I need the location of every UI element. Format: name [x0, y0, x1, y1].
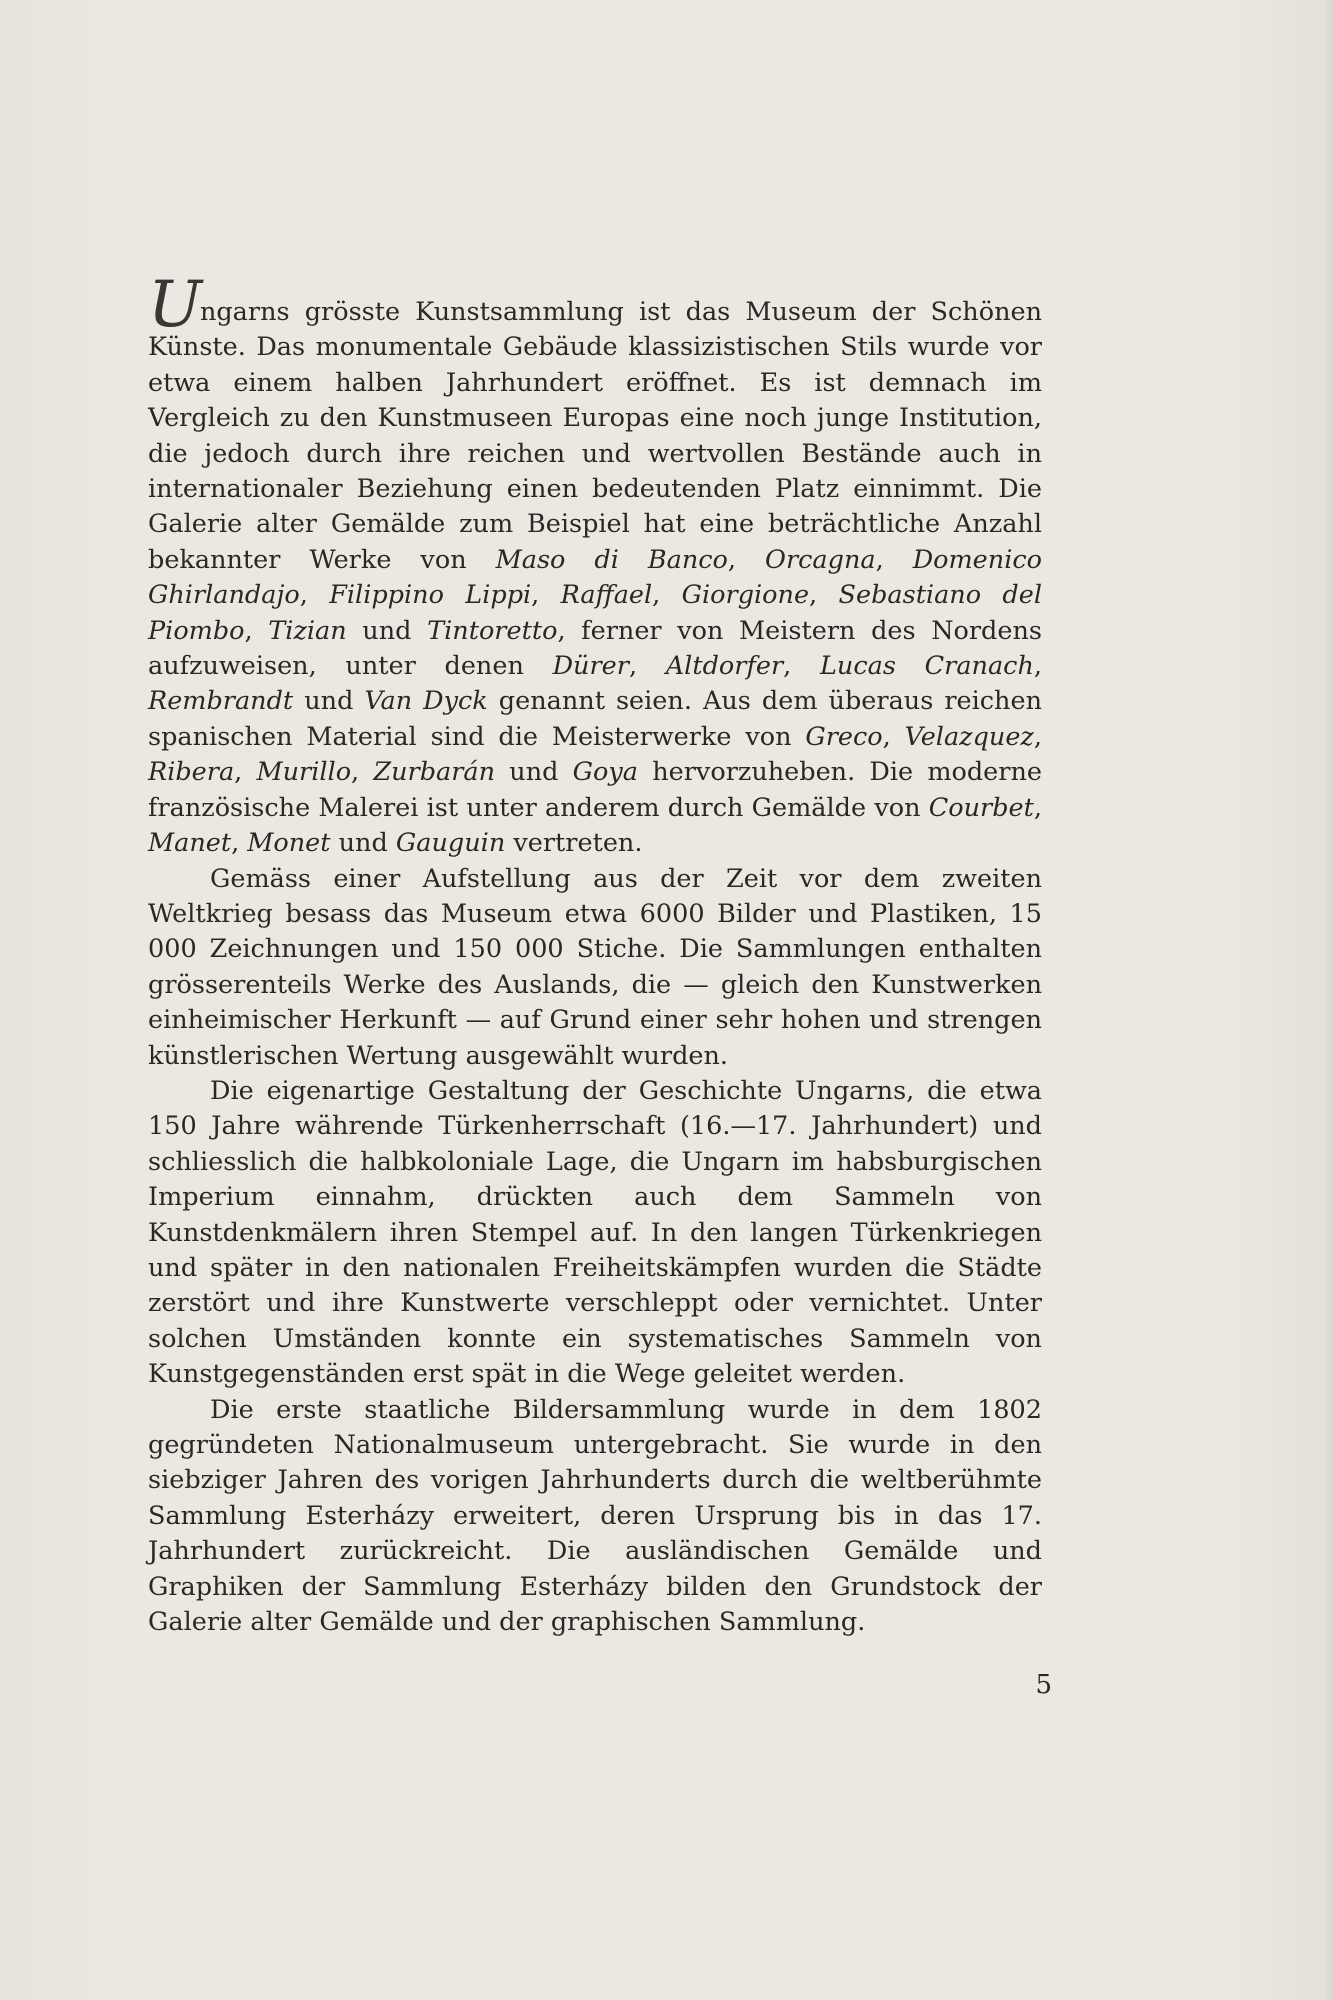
text-run: ,	[351, 757, 374, 788]
text-run: ,	[531, 580, 561, 611]
text-run: und	[495, 757, 573, 788]
artist-name: Greco	[805, 721, 883, 752]
text-run: Die eigenartige Gestaltung der Geschichte Ungarns, die etwa 150 Jahre währende Türkenherrschaft (16.—17. Jahrhundert) und schliesslich die halbkoloniale Lage, die Ungarn im habsburgischen Imperium einnahm, drückten auch dem Sammeln von Kunstdenkmälern ihren Stempel auf. In den langen Türkenkriegen und später in den nationalen Freiheitskämpfen wurden die Städte zerstört und ihre Kunstwerte verschleppt oder vernichtet. Unter solchen Umständen konnte ein systematisches Sammeln von Kunstgegenständen erst spät in die Wege geleitet werden.	[148, 1075, 1042, 1390]
text-run: Gemäss einer Aufstellung aus der Zeit vor dem zweiten Weltkrieg besass das Museum etwa 6000 Bilder und Plastiken, 15 000 Zeichnungen und 150 000 Stiche. Die Sammlungen enthalten grösserenteils Werke des Auslands, die — gleich den Kunstwerken einheimischer Herkunft — auf Grund einer sehr hohen und strengen künstlerischen Wertung ausgewählt wurden.	[148, 863, 1042, 1071]
artist-name: Giorgione	[681, 580, 810, 611]
artist-name: Maso di Banco	[495, 544, 728, 575]
artist-name: Van Dyck	[364, 686, 488, 717]
body-text	[148, 268, 1042, 1640]
text-run: ,	[809, 580, 839, 611]
artist-name: Monet	[247, 828, 331, 859]
artist-name: Tizian	[268, 615, 347, 646]
artist-name: Gauguin	[395, 828, 506, 859]
artist-name: Filippino Lippi	[329, 580, 532, 611]
artist-name: Altdorfer	[665, 651, 784, 682]
artist-name: Domenico Ghirlandajo	[148, 544, 1042, 611]
artist-name: Velazquez	[904, 721, 1034, 752]
text-run: hervorzuheben. Die moderne französische Malerei ist unter anderem durch Gemälde von	[148, 757, 1042, 823]
paragraph-4	[148, 1393, 1042, 1641]
text-run: Die erste staatliche Bildersammlung wurde in dem 1802 gegründeten Nationalmuseum untergebracht. Sie wurde in den siebziger Jahren des vorigen Jahrhunderts durch die weltberühmte Sammlung Esterházy erweitert, deren Ursprung bis in das 17. Jahrhundert zurückreicht. Die ausländischen Gemälde und Graphiken der Sammlung Esterházy bilden den Grundstock der Galerie alter Gemälde und der graphischen Sammlung.	[148, 1394, 1042, 1638]
artist-name: Orcagna	[765, 544, 876, 575]
text-run: ,	[234, 757, 257, 788]
drop-cap-initial: U	[148, 268, 198, 342]
text-run: , ferner von Meistern des Nordens aufzuweisen, unter denen	[148, 615, 1042, 682]
text-run: und	[346, 615, 428, 646]
text-run: ,	[1033, 651, 1042, 682]
text-run: ,	[875, 544, 913, 575]
page-number: 5	[1035, 1670, 1052, 1700]
artist-name: Courbet	[928, 792, 1034, 823]
artist-name: Zurbarán	[373, 757, 496, 788]
paragraph-1	[148, 268, 1042, 862]
artist-name: Manet	[148, 828, 232, 859]
artist-name: Sebastiano del Piombo	[148, 580, 1042, 646]
text-run: ,	[1033, 721, 1042, 752]
text-run: ,	[231, 828, 248, 859]
artist-name: Murillo	[256, 757, 352, 788]
artist-name: Goya	[572, 757, 639, 788]
text-run: ngarns grösste Kunstsammlung ist das Museum der Schönen Künste. Das monumentale Gebäude klassizistischen Stils wurde vor etwa einem halben Jahrhundert eröffnet. Es ist demnach im Vergleich zu den Kunstmuseen Europas eine noch junge Institution, die jedoch durch ihre reichen und wertvollen Bestände auch in internationaler Beziehung einen bedeutenden Platz einnimmt. Die Galerie alter Gemälde zum Beispiel hat eine beträchtliche Anzahl bekannter Werke von	[148, 297, 1042, 575]
text-run: ,	[299, 580, 330, 611]
text-run: genannt seien. Aus dem überaus reichen spanischen Material sind die Meisterwerke von	[148, 686, 1042, 752]
paragraph-2	[148, 862, 1042, 1074]
artist-name: Ribera	[148, 757, 235, 788]
artist-name: Tintoretto	[427, 615, 558, 646]
page-edge-shadow	[1324, 0, 1334, 2000]
paragraph-3	[148, 1074, 1042, 1393]
text-run: ,	[244, 615, 269, 646]
artist-name: Lucas Cranach	[820, 651, 1034, 682]
text-run: ,	[628, 651, 666, 682]
text-run: ,	[652, 580, 682, 611]
artist-name: Raffael	[560, 580, 653, 611]
text-run: ,	[1033, 792, 1042, 823]
text-run: vertreten.	[505, 828, 643, 859]
text-run: und	[293, 686, 365, 717]
text-run: und	[330, 828, 396, 859]
artist-name: Dürer	[552, 651, 629, 682]
text-run: ,	[727, 544, 766, 575]
artist-name: Rembrandt	[148, 686, 294, 717]
text-run: ,	[783, 651, 820, 682]
text-run: ,	[882, 721, 905, 752]
